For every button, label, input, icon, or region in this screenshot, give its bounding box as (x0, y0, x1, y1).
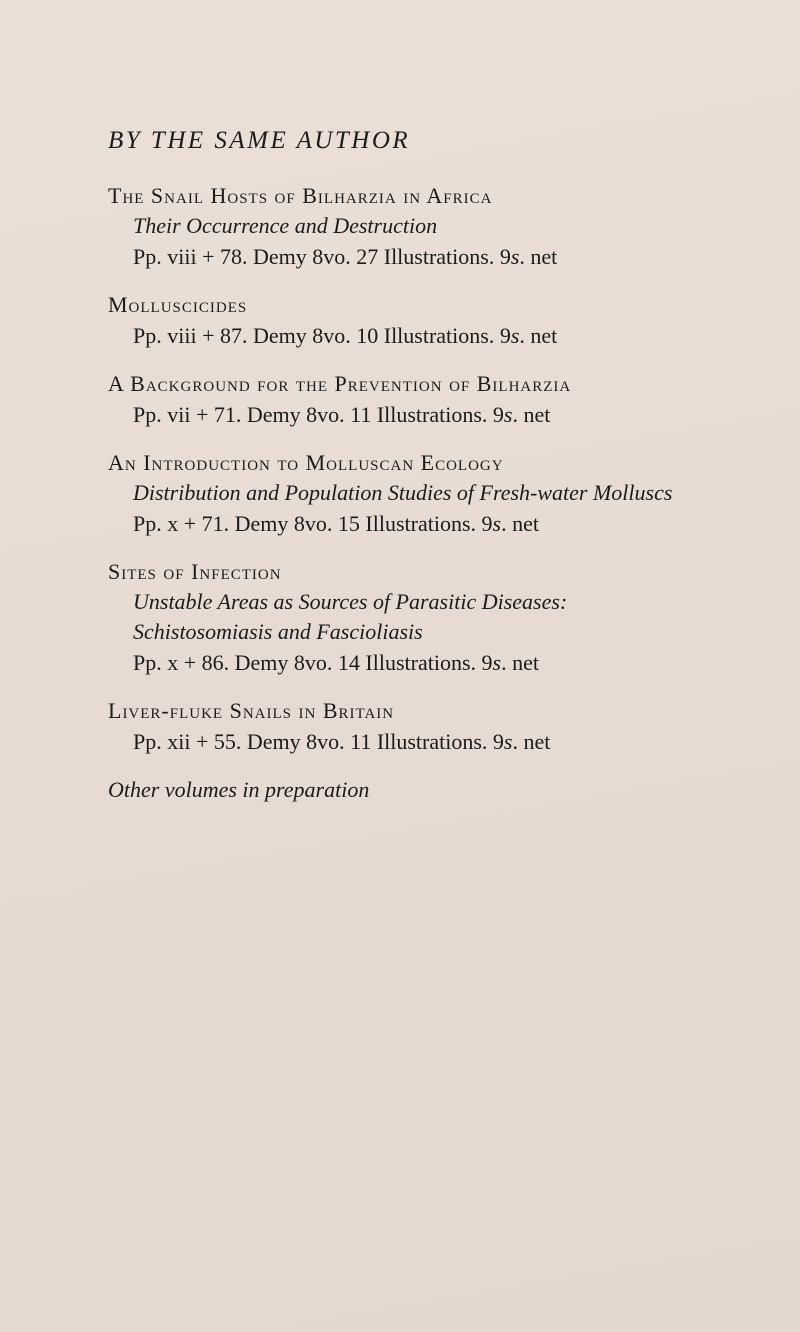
book-subtitle: Unstable Areas as Sources of Parasitic Diseases: (133, 589, 568, 614)
book-detail: Pp. x + 86. Demy 8vo. 14 Illustrations. 9s. net (133, 650, 539, 675)
page-heading: BY THE SAME AUTHOR (108, 127, 411, 154)
book-list-page (108, 124, 788, 805)
book-entry-1 (108, 180, 788, 272)
book-subtitle: Distribution and Population Studies of Fresh-water Molluscs (133, 480, 673, 505)
footer-note: Other volumes in preparation (108, 777, 370, 802)
book-title: A Background for the Prevention of Bilharzia (108, 371, 572, 396)
book-entry-6 (108, 695, 788, 757)
book-subtitle: Schistosomiasis and Fascioliasis (133, 619, 423, 644)
book-detail: Pp. xii + 55. Demy 8vo. 11 Illustrations. 9s. net (133, 729, 551, 754)
book-entry-2 (108, 289, 788, 351)
book-entry-5 (108, 556, 788, 678)
book-entry-3 (108, 368, 788, 430)
book-title: Sites of Infection (108, 559, 282, 584)
book-subtitle: Their Occurrence and Destruction (133, 213, 438, 238)
book-detail: Pp. x + 71. Demy 8vo. 15 Illustrations. 9s. net (133, 511, 539, 536)
book-detail: Pp. vii + 71. Demy 8vo. 11 Illustrations. 9s. net (133, 402, 551, 427)
book-entry-4 (108, 447, 788, 539)
book-title: Liver-fluke Snails in Britain (108, 698, 395, 723)
book-title: The Snail Hosts of Bilharzia in Africa (108, 183, 493, 208)
book-detail: Pp. viii + 78. Demy 8vo. 27 Illustrations. 9s. net (133, 244, 558, 269)
book-detail: Pp. viii + 87. Demy 8vo. 10 Illustrations. 9s. net (133, 323, 558, 348)
book-title: An Introduction to Molluscan Ecology (108, 450, 504, 475)
book-title: Molluscicides (108, 292, 248, 317)
